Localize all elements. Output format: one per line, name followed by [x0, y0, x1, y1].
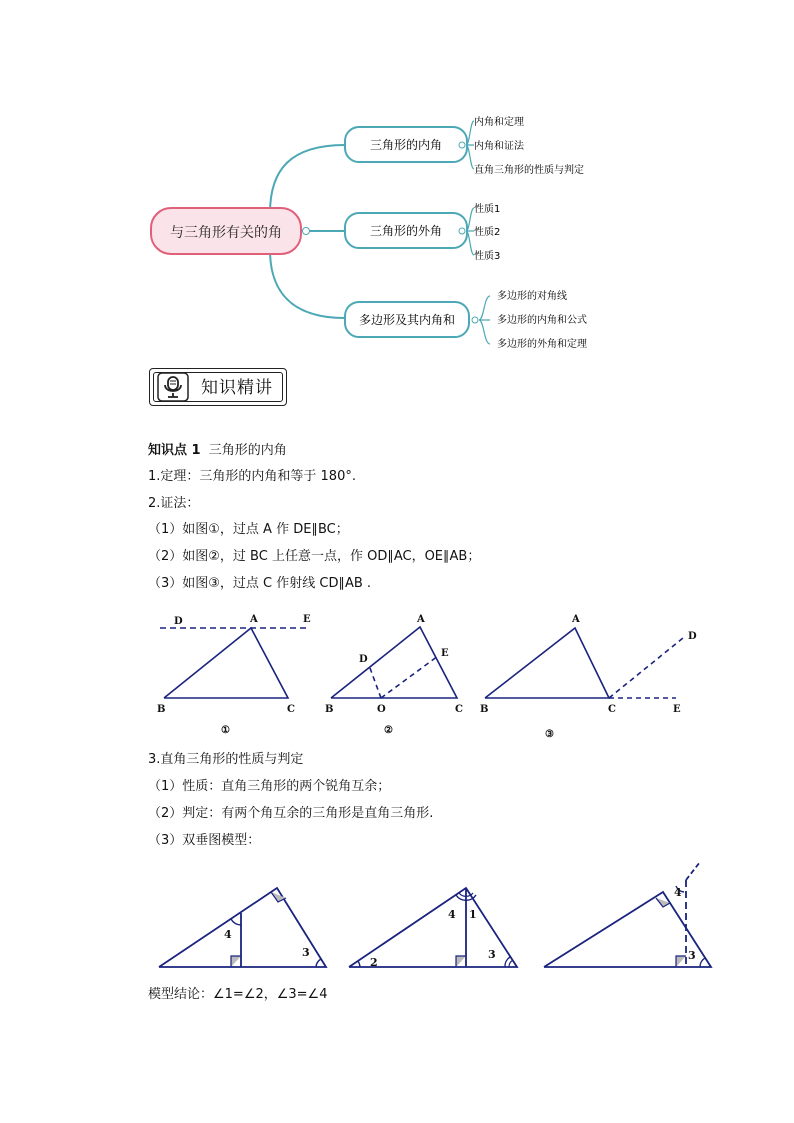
- proof-figures: [0, 600, 794, 750]
- fig3-label-c: C: [608, 704, 616, 715]
- leaf-bracket: [466, 208, 474, 255]
- leaf-label: 直角三角形的性质与判定: [474, 165, 584, 176]
- fig2-label-a: A: [417, 614, 425, 625]
- kp1-theorem: 1.定理：三角形的内角和等于 180°.: [148, 469, 356, 484]
- ray-cd: [609, 638, 683, 698]
- fig2-label-c: C: [455, 704, 463, 715]
- mind-map: [0, 0, 794, 360]
- model2-label-2: 2: [370, 956, 378, 969]
- leaf-label: 性质1: [474, 204, 501, 215]
- connector-curve: [270, 250, 345, 318]
- leaf-label: 内角和证法: [474, 141, 524, 152]
- kp1-heading: [148, 441, 287, 461]
- right-triangle-item: （2）判定：有两个角互余的三角形是直角三角形.: [148, 806, 434, 821]
- leaf-label: 性质2: [474, 227, 501, 238]
- model2-label-1: 1: [469, 908, 477, 921]
- right-triangle-item: （1）性质：直角三角形的两个锐角互余；: [148, 779, 391, 794]
- kp1-proof-item: （3）如图③，过点 C 作射线 CD∥AB .: [148, 576, 372, 591]
- kp1-proof-item: （1）如图①，过点 A 作 DE∥BC；: [148, 522, 349, 537]
- fig1-label-a: A: [250, 614, 258, 625]
- branch-label: 三角形的外角: [369, 224, 443, 238]
- leaf-bracket: [466, 121, 474, 169]
- fig1-label-b: B: [157, 704, 166, 715]
- fig1-label-d: D: [174, 616, 183, 627]
- fig1-label-e: E: [303, 614, 311, 625]
- triangle-abc: [331, 627, 457, 698]
- model3-label-3: 3: [688, 949, 696, 962]
- fig3-caption: ③: [545, 729, 554, 740]
- kp1-proof-title: 2.证法：: [148, 496, 200, 511]
- microphone-icon: [157, 372, 189, 402]
- leaf-label: 多边形的内角和公式: [497, 315, 587, 326]
- line-oe: [381, 656, 438, 698]
- triangle-abc: [164, 628, 288, 698]
- kp1-heading-label: 知识点 1: [148, 443, 201, 458]
- kp1-heading-title: 三角形的内角: [208, 443, 287, 458]
- fig2-label-e: E: [441, 648, 449, 659]
- branch-label: 三角形的内角: [369, 138, 443, 152]
- fig1-caption: ①: [221, 725, 230, 736]
- fig2-caption: ②: [384, 725, 393, 736]
- line-od: [370, 668, 381, 698]
- leaf-label: 多边形的外角和定理: [497, 339, 587, 350]
- root-node-label: 与三角形有关的角: [170, 225, 282, 241]
- model1-label-3: 3: [302, 946, 310, 959]
- leaf-label: 内角和定理: [474, 117, 524, 128]
- collapse-toggle: [459, 228, 465, 234]
- section-title: 知识精讲: [201, 378, 273, 398]
- model-1: [159, 888, 326, 967]
- kp1-proof-item: （2）如图②，过 BC 上任意一点，作 OD∥AC，OE∥AB；: [148, 549, 481, 564]
- leaf-label: 性质3: [474, 251, 501, 262]
- fig2-label-d: D: [359, 654, 368, 665]
- collapse-toggle: [459, 142, 465, 148]
- fig3-label-b: B: [480, 704, 489, 715]
- model-figures: [0, 855, 794, 980]
- right-triangle-title: 3.直角三角形的性质与判定: [148, 752, 304, 767]
- collapse-toggle: [303, 228, 310, 235]
- model1-label-4: 4: [224, 928, 232, 941]
- figure-3: [485, 628, 683, 698]
- leaf-bracket: [479, 296, 490, 344]
- model-conclusion: 模型结论：∠1=∠2，∠3=∠4: [148, 987, 328, 1002]
- fig3-label-e: E: [673, 704, 681, 715]
- model-3: [544, 862, 711, 967]
- figure-1: [160, 628, 308, 698]
- right-triangle-item: （3）双垂图模型：: [148, 833, 261, 848]
- fig3-label-a: A: [572, 614, 580, 625]
- fig1-label-c: C: [287, 704, 295, 715]
- fig2-label-b: B: [325, 704, 334, 715]
- fig3-label-d: D: [688, 631, 697, 642]
- model2-label-3: 3: [488, 948, 496, 961]
- triangle-abc: [485, 628, 609, 698]
- figure-2: [331, 627, 457, 698]
- fig2-label-o: O: [377, 704, 386, 715]
- collapse-toggle: [472, 317, 478, 323]
- section-header: [149, 368, 287, 406]
- model2-label-4: 4: [448, 908, 456, 921]
- branch-label: 多边形及其内角和: [358, 313, 456, 327]
- leaf-label: 多边形的对角线: [497, 291, 567, 302]
- connector-curve: [270, 145, 345, 213]
- model3-label-4: 4: [674, 886, 682, 899]
